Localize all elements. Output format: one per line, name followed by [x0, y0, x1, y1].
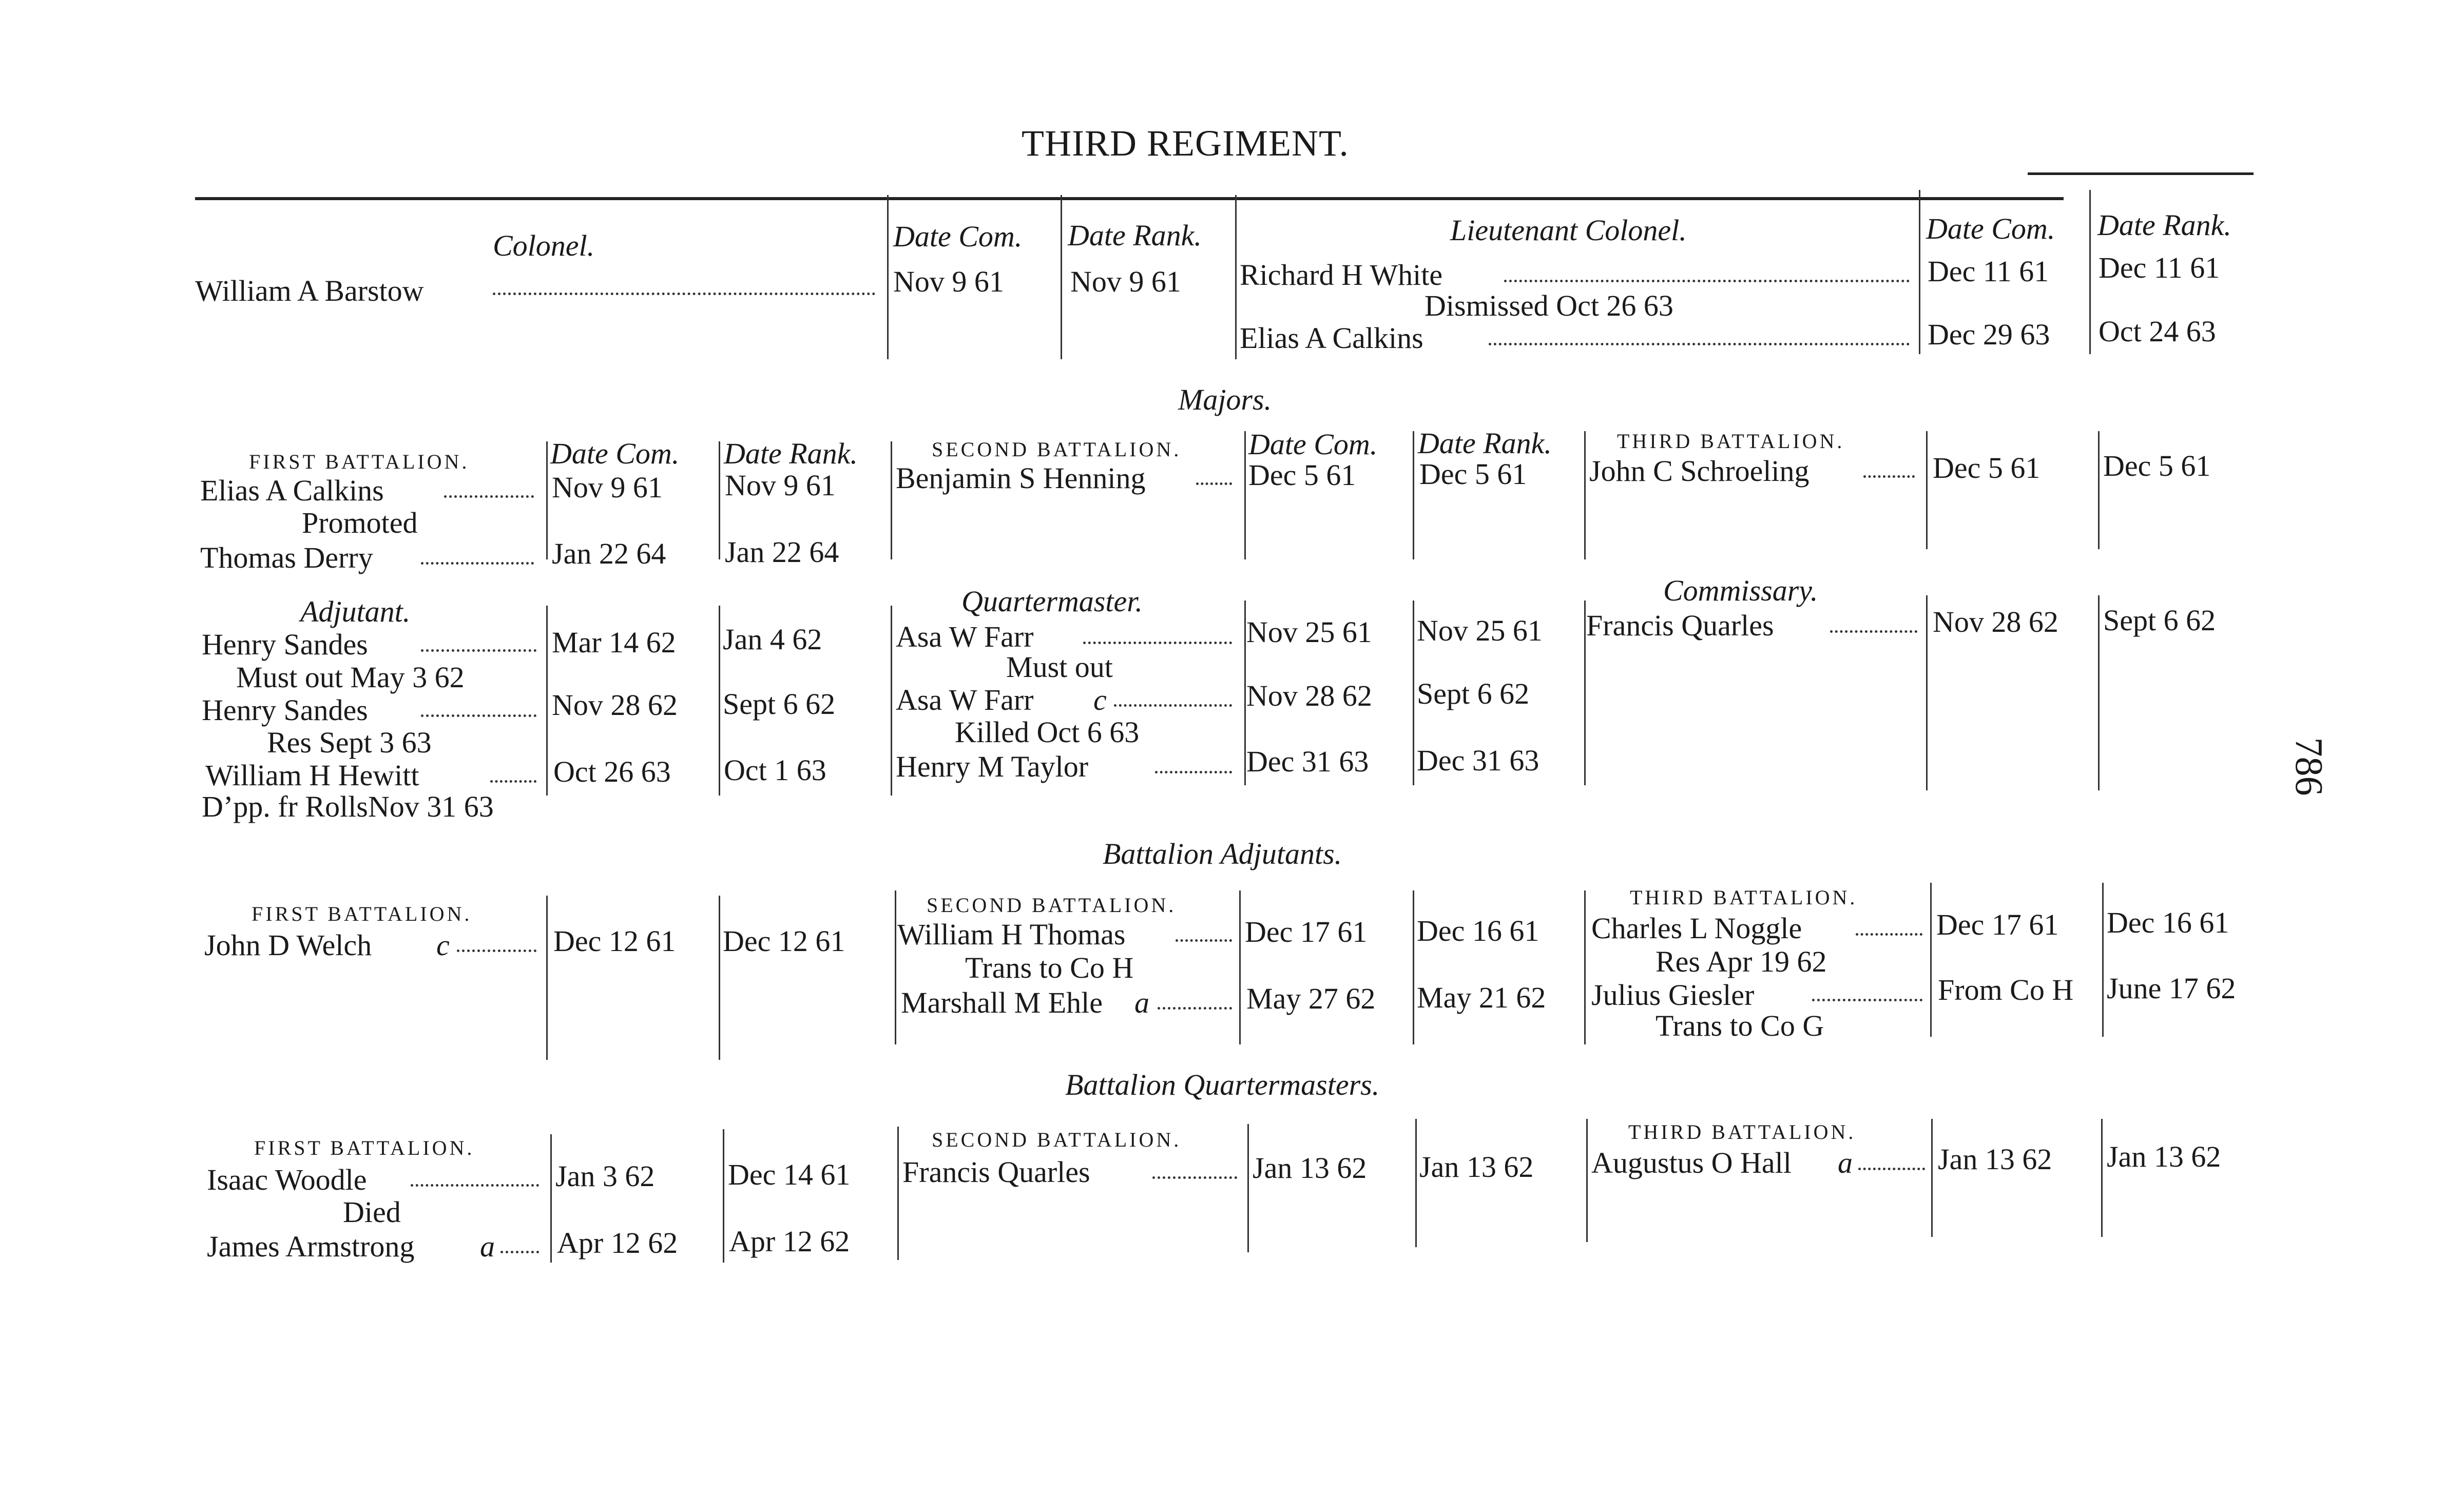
leader-dots [457, 950, 536, 952]
col-rule [2098, 595, 2100, 790]
majors-first-date-rank: Jan 22 64 [725, 535, 839, 569]
majors-second-date-com: Dec 5 61 [1248, 458, 1356, 492]
col-rule [891, 441, 892, 559]
adj-second-battalion-label: SECOND BATTALION. [927, 894, 1177, 917]
col-rule [1930, 883, 1932, 1037]
adj-second-name: William H Thomas [897, 918, 1126, 951]
adj-third-date-com: Dec 17 61 [1936, 908, 2059, 941]
adjutant-date-rank: Oct 1 63 [724, 753, 826, 787]
leader-dots [411, 1184, 539, 1187]
quartermaster-date-rank: Sept 6 62 [1417, 677, 1530, 710]
majors-first-battalion-label: FIRST BATTALION. [249, 450, 470, 473]
majors-second-date-rank: Dec 5 61 [1419, 457, 1527, 491]
leader-dots [1155, 771, 1232, 773]
commissary-date-com: Nov 28 62 [1933, 605, 2058, 638]
quartermaster-name: Asa W Farr [896, 620, 1034, 653]
italic-mark: a [480, 1230, 495, 1263]
adj-first-battalion-label: FIRST BATTALION. [252, 902, 472, 925]
leader-dots [1158, 1007, 1232, 1010]
adjutant-name: Henry Sandes [202, 693, 368, 727]
qm-third-date-rank: Jan 13 62 [2107, 1140, 2221, 1173]
col-rule [1584, 431, 1586, 559]
col-rule [891, 606, 892, 796]
adj-third-date-rank: June 17 62 [2107, 972, 2236, 1005]
leader-dots [1863, 475, 1915, 478]
colonel-date-com-header: Date Com. [893, 220, 1023, 253]
adj-first-name: John D Welch [204, 928, 372, 962]
qm-first-date-rank: Dec 14 61 [728, 1158, 851, 1191]
colonel-heading: Colonel. [493, 229, 595, 262]
adj-second-date-rank: May 21 62 [1417, 981, 1546, 1014]
col-rule [1413, 600, 1414, 785]
adjutant-date-rank: Jan 4 62 [723, 623, 822, 656]
quartermaster-date-com: Dec 31 63 [1246, 745, 1369, 778]
quartermaster-date-com: Nov 28 62 [1246, 679, 1372, 712]
qm-first-name: James Armstrong [207, 1230, 415, 1263]
majors-second-battalion-label: SECOND BATTALION. [932, 438, 1182, 461]
adjutant-date-com: Oct 26 63 [553, 755, 671, 788]
battalion-adjutants-heading: Battalion Adjutants. [1103, 837, 1342, 870]
qm-first-date-com: Jan 3 62 [555, 1159, 655, 1193]
col-rule [723, 1129, 724, 1263]
majors-first-date-rank-header: Date Rank. [724, 437, 858, 470]
quartermaster-note: Killed Oct 6 63 [955, 715, 1140, 749]
colonel-date-com: Nov 9 61 [893, 265, 1004, 298]
col-rule [2089, 190, 2091, 354]
adj-first-date-com: Dec 12 61 [553, 924, 676, 958]
majors-first-name: Elias A Calkins [200, 474, 384, 507]
adjutant-name: William H Hewitt [205, 759, 419, 792]
col-rule [1584, 890, 1586, 1044]
col-rule [2101, 1119, 2103, 1237]
lt-colonel-date-com-header: Date Com. [1926, 212, 2055, 245]
quartermaster-note: Must out [1006, 650, 1113, 684]
col-rule [1247, 1124, 1249, 1252]
leader-dots [1830, 630, 1917, 633]
lt-colonel-note: Dismissed Oct 26 63 [1424, 289, 1673, 322]
col-rule [546, 606, 548, 796]
majors-third-name: John C Schroeling [1589, 454, 1810, 488]
qm-first-date-rank: Apr 12 62 [729, 1225, 850, 1258]
leader-dots [1083, 642, 1232, 644]
col-rule [1235, 195, 1237, 359]
majors-third-date-com: Dec 5 61 [1933, 451, 2040, 485]
header-rule-right [2028, 172, 2254, 175]
col-rule [1931, 1119, 1933, 1237]
majors-heading: Majors. [1178, 383, 1272, 416]
leader-dots [1858, 1168, 1925, 1170]
adjutant-name: Henry Sandes [202, 628, 368, 661]
col-rule [1413, 890, 1414, 1044]
lt-colonel-date-rank-header: Date Rank. [2097, 208, 2231, 242]
col-rule [1586, 1119, 1588, 1242]
colonel-name: William A Barstow [195, 274, 424, 307]
leader-dots [500, 1251, 539, 1253]
commissary-name: Francis Quarles [1586, 609, 1774, 642]
col-rule [550, 1134, 552, 1263]
col-rule [719, 606, 720, 796]
qm-third-name: Augustus O Hall [1591, 1146, 1792, 1179]
colonel-date-rank: Nov 9 61 [1070, 265, 1181, 298]
leader-dots [421, 562, 534, 565]
quartermaster-heading: Quartermaster. [961, 585, 1143, 618]
col-rule [546, 441, 548, 559]
adj-second-note: Trans to Co H [965, 951, 1134, 984]
leader-dots [421, 714, 536, 717]
qm-first-name: Isaac Woodle [207, 1163, 367, 1196]
adj-second-date-com: Dec 17 61 [1245, 915, 1368, 948]
leader-dots [1196, 482, 1232, 485]
lt-colonel-date-com: Dec 11 61 [1928, 255, 2049, 288]
qm-second-date-rank: Jan 13 62 [1419, 1150, 1534, 1184]
majors-third-date-rank: Dec 5 61 [2103, 449, 2211, 482]
col-rule [546, 896, 548, 1060]
adj-second-date-rank: Dec 16 61 [1417, 914, 1539, 947]
colonel-date-rank-header: Date Rank. [1068, 219, 1202, 252]
italic-mark: c [436, 928, 450, 962]
col-rule [719, 896, 720, 1060]
col-rule [887, 195, 889, 359]
col-rule [1415, 1119, 1417, 1247]
majors-third-battalion-label: THIRD BATTALION. [1617, 430, 1845, 453]
adj-third-date-com: From Co H [1938, 973, 2074, 1006]
page-number: 786 [2287, 737, 2331, 796]
qm-first-battalion-label: FIRST BATTALION. [254, 1136, 475, 1159]
commissary-date-rank: Sept 6 62 [2103, 604, 2216, 637]
col-rule [1244, 600, 1246, 785]
italic-mark: a [1838, 1146, 1853, 1179]
leader-dots [1504, 280, 1910, 282]
adjutant-note: Must out May 3 62 [236, 661, 465, 694]
quartermaster-name: Henry M Taylor [896, 750, 1089, 783]
header-rule [195, 197, 2064, 200]
majors-first-name: Thomas Derry [200, 541, 373, 574]
qm-first-note: Died [343, 1195, 401, 1229]
majors-first-date-com: Nov 9 61 [552, 471, 663, 504]
majors-second-name: Benjamin S Henning [896, 461, 1146, 495]
lt-colonel-date-rank: Oct 24 63 [2099, 315, 2216, 348]
italic-mark: a [1134, 986, 1149, 1019]
adjutant-date-com: Nov 28 62 [552, 688, 678, 722]
majors-first-note: Promoted [302, 506, 418, 539]
col-rule [1413, 431, 1414, 559]
col-rule [1584, 600, 1586, 785]
leader-dots [1114, 704, 1232, 707]
adj-third-battalion-label: THIRD BATTALION. [1630, 886, 1858, 909]
leader-dots [490, 780, 536, 783]
leader-dots [1176, 939, 1232, 942]
quartermaster-date-rank: Nov 25 61 [1417, 614, 1543, 647]
leader-dots [1489, 343, 1910, 345]
col-rule [719, 441, 720, 559]
italic-mark: c [1093, 683, 1107, 716]
adj-third-date-rank: Dec 16 61 [2107, 906, 2229, 939]
majors-second-date-rank-header: Date Rank. [1418, 427, 1552, 460]
adj-second-date-com: May 27 62 [1246, 982, 1376, 1015]
adjutant-date-com: Mar 14 62 [552, 626, 676, 659]
col-rule [1926, 595, 1928, 790]
majors-first-date-rank: Nov 9 61 [725, 469, 836, 502]
majors-second-date-com-header: Date Com. [1248, 428, 1378, 461]
majors-first-date-com: Jan 22 64 [552, 537, 666, 570]
majors-first-date-com-header: Date Com. [550, 437, 680, 470]
commissary-heading: Commissary. [1663, 574, 1818, 607]
adj-third-note: Res Apr 19 62 [1656, 945, 1827, 978]
qm-third-date-com: Jan 13 62 [1938, 1142, 2052, 1176]
col-rule [1919, 190, 1920, 354]
leader-dots [444, 495, 534, 498]
quartermaster-name: Asa W Farr [896, 683, 1034, 716]
adjutant-note: D’pp. fr RollsNov 31 63 [202, 790, 494, 823]
adjutant-heading: Adjutant. [300, 595, 411, 628]
qm-second-date-com: Jan 13 62 [1253, 1151, 1367, 1185]
leader-dots [1812, 999, 1922, 1001]
adj-third-name: Charles L Noggle [1591, 912, 1802, 945]
adj-third-name: Julius Giesler [1591, 978, 1755, 1012]
quartermaster-date-com: Nov 25 61 [1246, 615, 1372, 649]
lt-colonel-date-com: Dec 29 63 [1928, 318, 2050, 351]
col-rule [897, 1127, 899, 1260]
qm-second-name: Francis Quarles [902, 1155, 1090, 1189]
qm-second-battalion-label: SECOND BATTALION. [932, 1128, 1182, 1151]
leader-dots [1856, 933, 1922, 936]
adj-third-note: Trans to Co G [1656, 1009, 1824, 1042]
leader-dots [493, 293, 875, 295]
col-rule [895, 890, 896, 1044]
adjutant-note: Res Sept 3 63 [267, 726, 432, 759]
adj-second-name: Marshall M Ehle [901, 986, 1103, 1019]
page-title: THIRD REGIMENT. [1022, 123, 1349, 164]
adj-first-date-rank: Dec 12 61 [723, 924, 845, 958]
qm-third-battalion-label: THIRD BATTALION. [1628, 1120, 1856, 1144]
quartermaster-date-rank: Dec 31 63 [1417, 744, 1539, 777]
leader-dots [1152, 1176, 1237, 1179]
adjutant-date-rank: Sept 6 62 [723, 687, 836, 721]
col-rule [2102, 883, 2104, 1037]
lt-colonel-name: Richard H White [1240, 258, 1443, 292]
col-rule [1926, 431, 1928, 549]
col-rule [1239, 890, 1241, 1044]
lt-colonel-name: Elias A Calkins [1240, 321, 1423, 355]
lt-colonel-heading: Lieutenant Colonel. [1450, 214, 1687, 247]
col-rule [2098, 431, 2100, 549]
qm-first-date-com: Apr 12 62 [557, 1226, 678, 1260]
lt-colonel-date-rank: Dec 11 61 [2099, 251, 2220, 284]
leader-dots [421, 649, 536, 652]
col-rule [1061, 195, 1062, 359]
col-rule [1244, 431, 1246, 559]
battalion-quartermasters-heading: Battalion Quartermasters. [1065, 1068, 1380, 1101]
